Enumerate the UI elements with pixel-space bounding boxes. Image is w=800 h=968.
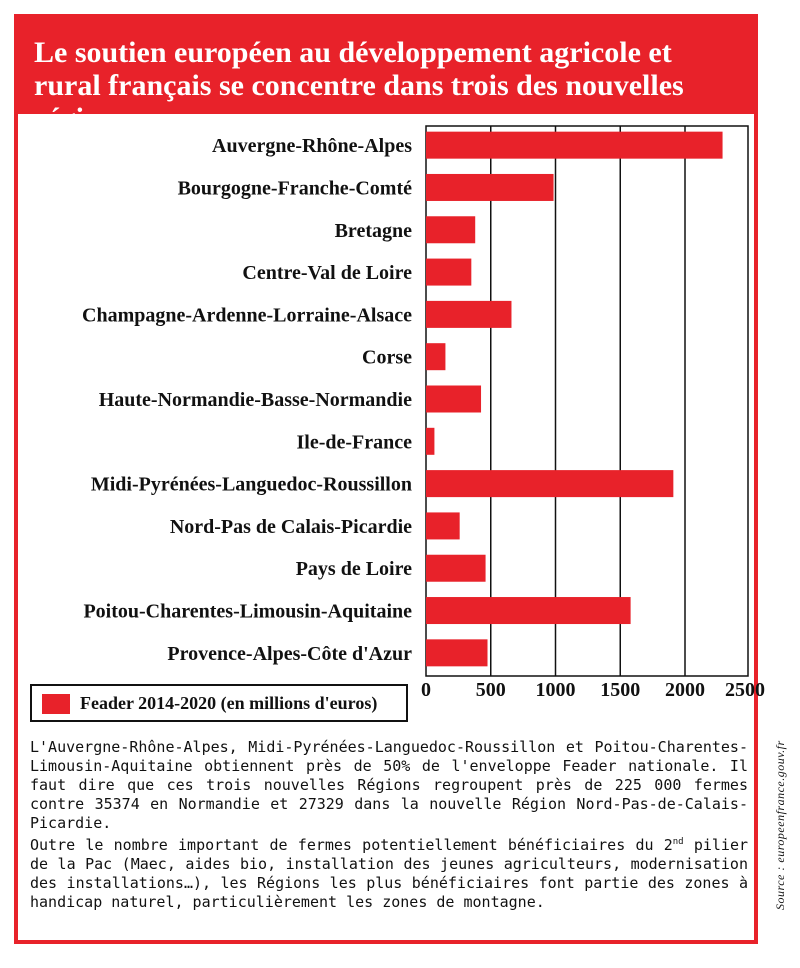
category-label: Bourgogne-Franche-Comté	[177, 177, 412, 200]
bar-layer	[426, 132, 723, 667]
legend	[30, 684, 408, 722]
category-label: Provence-Alpes-Côte d'Azur	[167, 642, 412, 665]
bar	[426, 555, 486, 582]
bar	[426, 259, 471, 286]
legend-label: Feader 2014-2020 (en millions d'euros)	[80, 693, 378, 713]
category-label: Midi-Pyrénées-Languedoc-Roussillon	[90, 473, 412, 496]
source-credit: Source : europeenfrance.gouv.fr	[773, 740, 787, 910]
category-label: Pays de Loire	[295, 558, 412, 581]
bar	[426, 386, 481, 413]
x-tick-label: 2500	[725, 679, 765, 701]
caption-text	[30, 738, 748, 912]
bar	[426, 639, 488, 666]
chart-title: Le soutien européen au développement agricole et rural français se concentre dans trois des nouvelles régions	[34, 36, 684, 135]
category-label: Auvergne-Rhône-Alpes	[212, 135, 412, 158]
category-labels	[82, 135, 412, 665]
category-label: Nord-Pas de Calais-Picardie	[169, 515, 412, 538]
caption-p2-end: pilier de la Pac (Maec, aides bio, installation des jeunes agriculteurs, modernisation des installations…), les Régions les plus bénéficiaires font partie des zones à handicap naturel, particulièrement les zones de montagne.	[30, 836, 749, 911]
bar	[426, 174, 554, 201]
category-label: Champagne-Ardenne-Lorraine-Alsace	[82, 304, 412, 327]
caption-p2-start: Outre le nombre important de fermes potentiellement bénéficiaires du 2	[30, 836, 673, 854]
category-label: Centre-Val de Loire	[242, 262, 412, 285]
x-tick-label: 1500	[600, 679, 641, 701]
category-label: Poitou-Charentes-Limousin-Aquitaine	[83, 600, 412, 623]
x-tick-label: 500	[475, 679, 506, 701]
x-axis-ticks	[421, 679, 765, 701]
bar	[426, 301, 511, 328]
x-tick-label: 1000	[535, 679, 576, 701]
bar	[426, 343, 445, 370]
bar	[426, 597, 631, 624]
bar	[426, 470, 673, 497]
legend-swatch	[42, 694, 70, 714]
category-label: Ile-de-France	[296, 431, 412, 454]
x-tick-label: 0	[421, 679, 431, 701]
x-tick-label: 2000	[665, 679, 705, 701]
bar	[426, 132, 723, 159]
category-label: Bretagne	[334, 219, 412, 242]
bar	[426, 428, 434, 455]
caption-paragraph-1: L'Auvergne-Rhône-Alpes, Midi-Pyrénées-Languedoc-Roussillon et Poitou-Charentes-Limousin-Aquitaine obtiennent près de 50% de l'enveloppe Feader nationale. Il faut dire que ces trois nouvelles Régions regroupent près de 225 000 fermes contre 35374 en Normandie et 27329 dans la nouvelle Région Nord-Pas-de-Calais-Picardie.	[30, 738, 748, 832]
category-label: Haute-Normandie-Basse-Normandie	[98, 389, 412, 411]
category-label: Corse	[362, 346, 412, 369]
caption-p2-sup: nd	[672, 837, 684, 847]
bar	[426, 512, 460, 539]
bar	[426, 216, 475, 243]
caption-paragraph-2	[30, 833, 748, 912]
